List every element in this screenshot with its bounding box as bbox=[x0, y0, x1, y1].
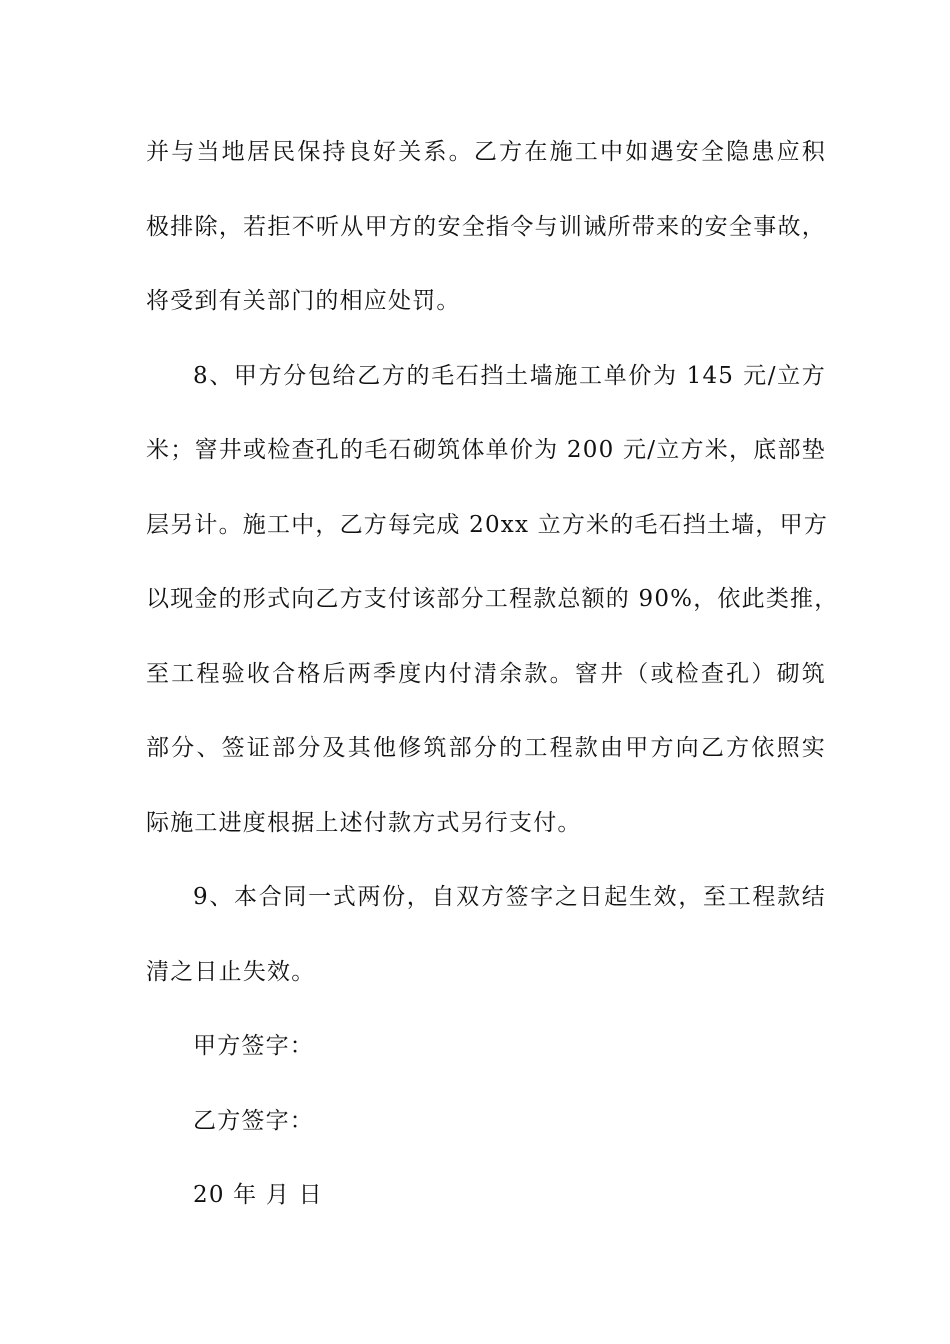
clause-8-line: 米；窨井或检查孔的毛石砌筑体单价为 200 元/立方米，底部垫 bbox=[146, 437, 826, 463]
paragraph-line: 并与当地居民保持良好关系。乙方在施工中如遇安全隐患应积 bbox=[146, 139, 826, 165]
clause-8-line: 层另计。施工中，乙方每完成 20xx 立方米的毛石挡土墙，甲方 bbox=[146, 512, 829, 538]
paragraph-line: 将受到有关部门的相应处罚。 bbox=[146, 288, 461, 314]
clause-8-line: 至工程验收合格后两季度内付清余款。窨井（或检查孔）砌筑 bbox=[146, 661, 826, 687]
clause-8-line: 以现金的形式向乙方支付该部分工程款总额的 90%，依此类推， bbox=[146, 586, 839, 612]
clause-8-line: 8、甲方分包给乙方的毛石挡土墙施工单价为 145 元/立方 bbox=[193, 363, 826, 389]
party-b-signature-label: 乙方签字： bbox=[193, 1108, 314, 1134]
clause-9-line: 9、本合同一式两份，自双方签字之日起生效，至工程款结 bbox=[193, 884, 826, 910]
clause-9-line: 清之日止失效。 bbox=[146, 959, 316, 985]
paragraph-line: 极排除，若拒不听从甲方的安全指令与训诫所带来的安全事故， bbox=[146, 214, 826, 240]
date-line: 20 年 月 日 bbox=[193, 1182, 323, 1208]
clause-8-line: 际施工进度根据上述付款方式另行支付。 bbox=[146, 810, 582, 836]
clause-8-line: 部分、签证部分及其他修筑部分的工程款由甲方向乙方依照实 bbox=[146, 735, 826, 761]
party-a-signature-label: 甲方签字： bbox=[193, 1033, 314, 1059]
